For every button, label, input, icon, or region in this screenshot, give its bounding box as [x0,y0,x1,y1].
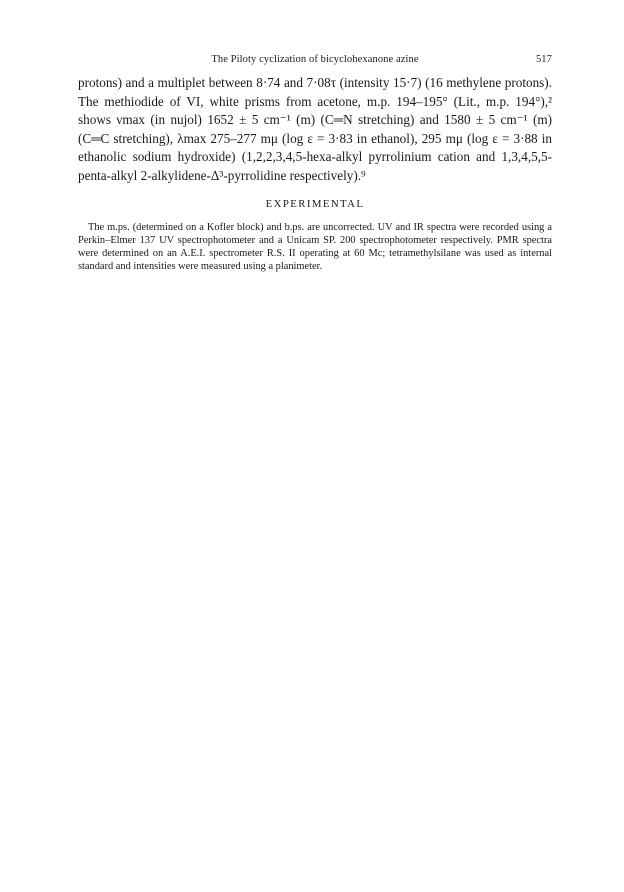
running-head [78,52,552,70]
running-title: The Piloty cyclization of bicyclohexanone azine [211,54,419,65]
body-paragraph: protons) and a multiplet between 8·74 and 7·08τ (intensity 15·7) (16 methylene protons). The methiodide of VI, white prisms from acetone, m.p. 194–195° (Lit., m.p. 194°),² shows νmax (in nujol) 1652 ± 5 cm⁻¹ (m) (C═N stretching) and 1580 ± 5 cm⁻¹ (m) (C═C stretching), λmax 275–277 mμ (log ε = 3·83 in ethanol), 295 mμ (log ε = 3·88 in ethanolic sodium hydroxide) (1,2,2,3,4,5-hexa-alkyl pyrrolinium cation and 1,3,4,5,5-penta-alkyl 2-alkylidene-Δ³-pyrrolidine respectively).⁹ [78,75,552,183]
experimental-heading: EXPERIMENTAL [265,198,365,211]
page-number: 517 [535,54,552,65]
experimental-paragraph: The m.ps. (determined on a Kofler block) and b.ps. are uncorrected. UV and IR spectra were recorded using a Perkin–Elmer 137 UV spectrophotometer and a Unicam SP. 200 spectrophotometer respectively. PMR spectra were determined on an A.E.I. spectrometer R.S. II operating at 60 Mc; tetramethylsilane was used as internal standard and intensities were measured using a planimeter. [78,221,552,273]
journal-page [78,52,552,284]
